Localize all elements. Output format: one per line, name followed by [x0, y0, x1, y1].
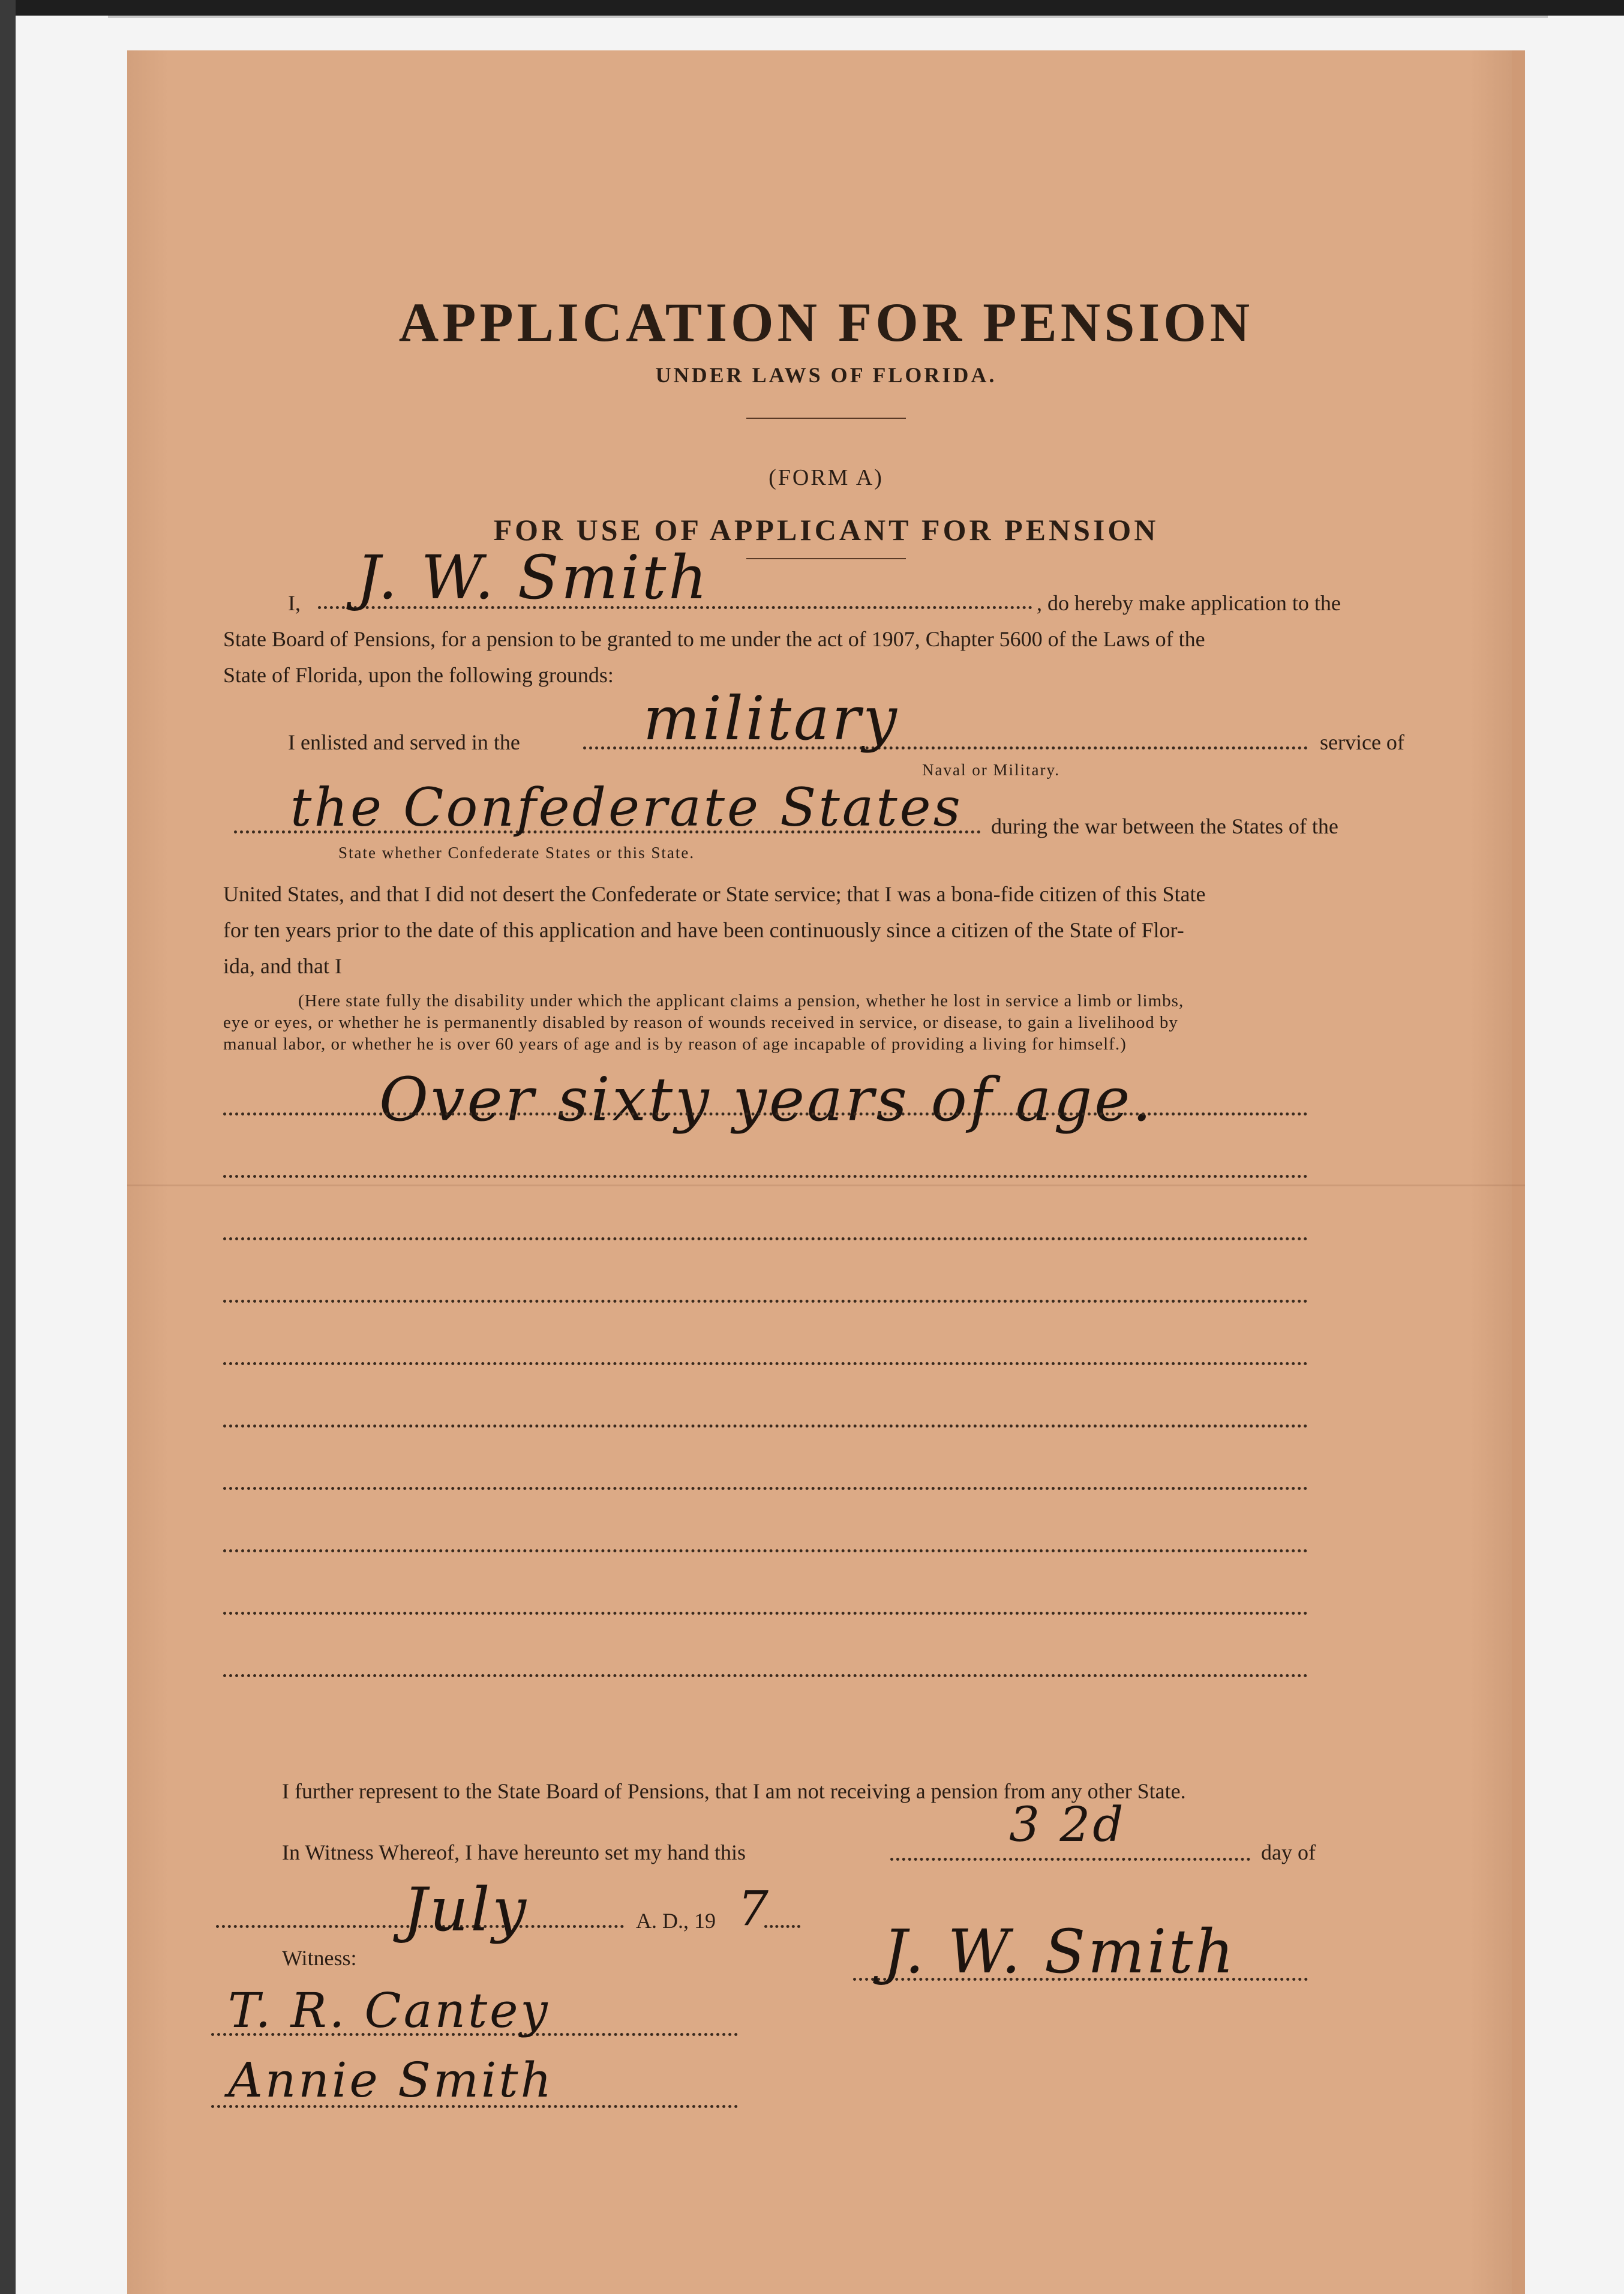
- year-line: [764, 1925, 800, 1928]
- disability-line: [223, 1175, 1308, 1178]
- header-rule: [746, 418, 906, 419]
- applicant-line-2: State Board of Pensions, for a pension to be granted to me under the act of 1907, Chapter 5600 of the Laws of the: [223, 627, 1205, 651]
- disability-note-1: (Here state fully the disability under which the applicant claims a pension, whether he lost in service a limb or limbs,: [298, 991, 1184, 1010]
- disability-line: [223, 1612, 1308, 1615]
- closing-representation: I further represent to the State Board of Pensions, that I am not receiving a pension from any other State.: [282, 1779, 1186, 1803]
- pension-application-form: [127, 50, 1525, 2294]
- witness-1-signature: T. R. Cantey: [228, 1983, 550, 2038]
- witness-2-signature: Annie Smith: [228, 2052, 554, 2108]
- disability-line: [223, 1112, 1308, 1115]
- disability-line: [223, 1487, 1308, 1490]
- witness-day: 3 2d: [1009, 1797, 1126, 1852]
- service-line-a: United States, and that I did not desert the Confederate or State service; that I was a bona-fide citizen of this State: [223, 882, 1206, 906]
- service-prefix: I enlisted and served in the: [288, 730, 520, 754]
- applicant-line-3: State of Florida, upon the following grounds:: [223, 663, 614, 687]
- disability-note-3: manual labor, or whether he is over 60 years of age and is by reason of age incapable of providing a living for himself.): [223, 1034, 1127, 1054]
- scan-top-border: [0, 0, 1624, 16]
- witness-label: Witness:: [282, 1946, 357, 1970]
- disability-line: [223, 1237, 1308, 1240]
- year-prefix: A. D., 19: [632, 1908, 719, 1933]
- disability-line: [223, 1362, 1308, 1365]
- disability-note-2: eye or eyes, or whether he is permanently disabled by reason of wounds received in service, or disease, to gain a livelihood by: [223, 1013, 1178, 1032]
- service-state: the Confederate States: [290, 776, 963, 838]
- service-state-caption: State whether Confederate States or this State.: [338, 844, 695, 862]
- disability-line: [223, 1425, 1308, 1428]
- year-digit: 7: [738, 1881, 771, 1936]
- applicant-suffix: , do hereby make application to the: [1033, 590, 1341, 616]
- service-suffix: service of: [1320, 730, 1404, 754]
- witness-month: July: [403, 1875, 529, 1945]
- service-branch: military: [643, 683, 899, 754]
- service-line-c: ida, and that I: [223, 954, 342, 978]
- scan-frame-line: [108, 16, 1548, 18]
- service-line-b: for ten years prior to the date of this application and have been continuously since a citizen of the State of Flor-: [223, 918, 1184, 942]
- form-id: (FORM A): [769, 465, 884, 490]
- applicant-name: J. W. Smith: [356, 542, 710, 613]
- form-title: APPLICATION FOR PENSION: [398, 292, 1254, 353]
- service-state-suffix: during the war between the States of the: [991, 814, 1338, 838]
- section-rule: [746, 558, 906, 559]
- witness-prefix: In Witness Whereof, I have hereunto set my hand this: [282, 1840, 746, 1864]
- disability-statement: Over sixty years of age.: [379, 1064, 1154, 1135]
- disability-line: [223, 1674, 1308, 1677]
- applicant-signature: J. W. Smith: [883, 1917, 1236, 1987]
- disability-line: [223, 1300, 1308, 1303]
- form-subtitle: UNDER LAWS OF FLORIDA.: [655, 363, 997, 387]
- service-branch-caption: Naval or Military.: [922, 761, 1060, 779]
- applicant-prefix: I,: [288, 591, 301, 615]
- day-suffix: day of: [1261, 1840, 1316, 1864]
- scan-left-border: [0, 0, 16, 2294]
- paper-fold: [127, 1185, 1525, 1186]
- form-use: FOR USE OF APPLICANT FOR PENSION: [493, 513, 1159, 547]
- day-line: [890, 1858, 1250, 1861]
- disability-line: [223, 1549, 1308, 1552]
